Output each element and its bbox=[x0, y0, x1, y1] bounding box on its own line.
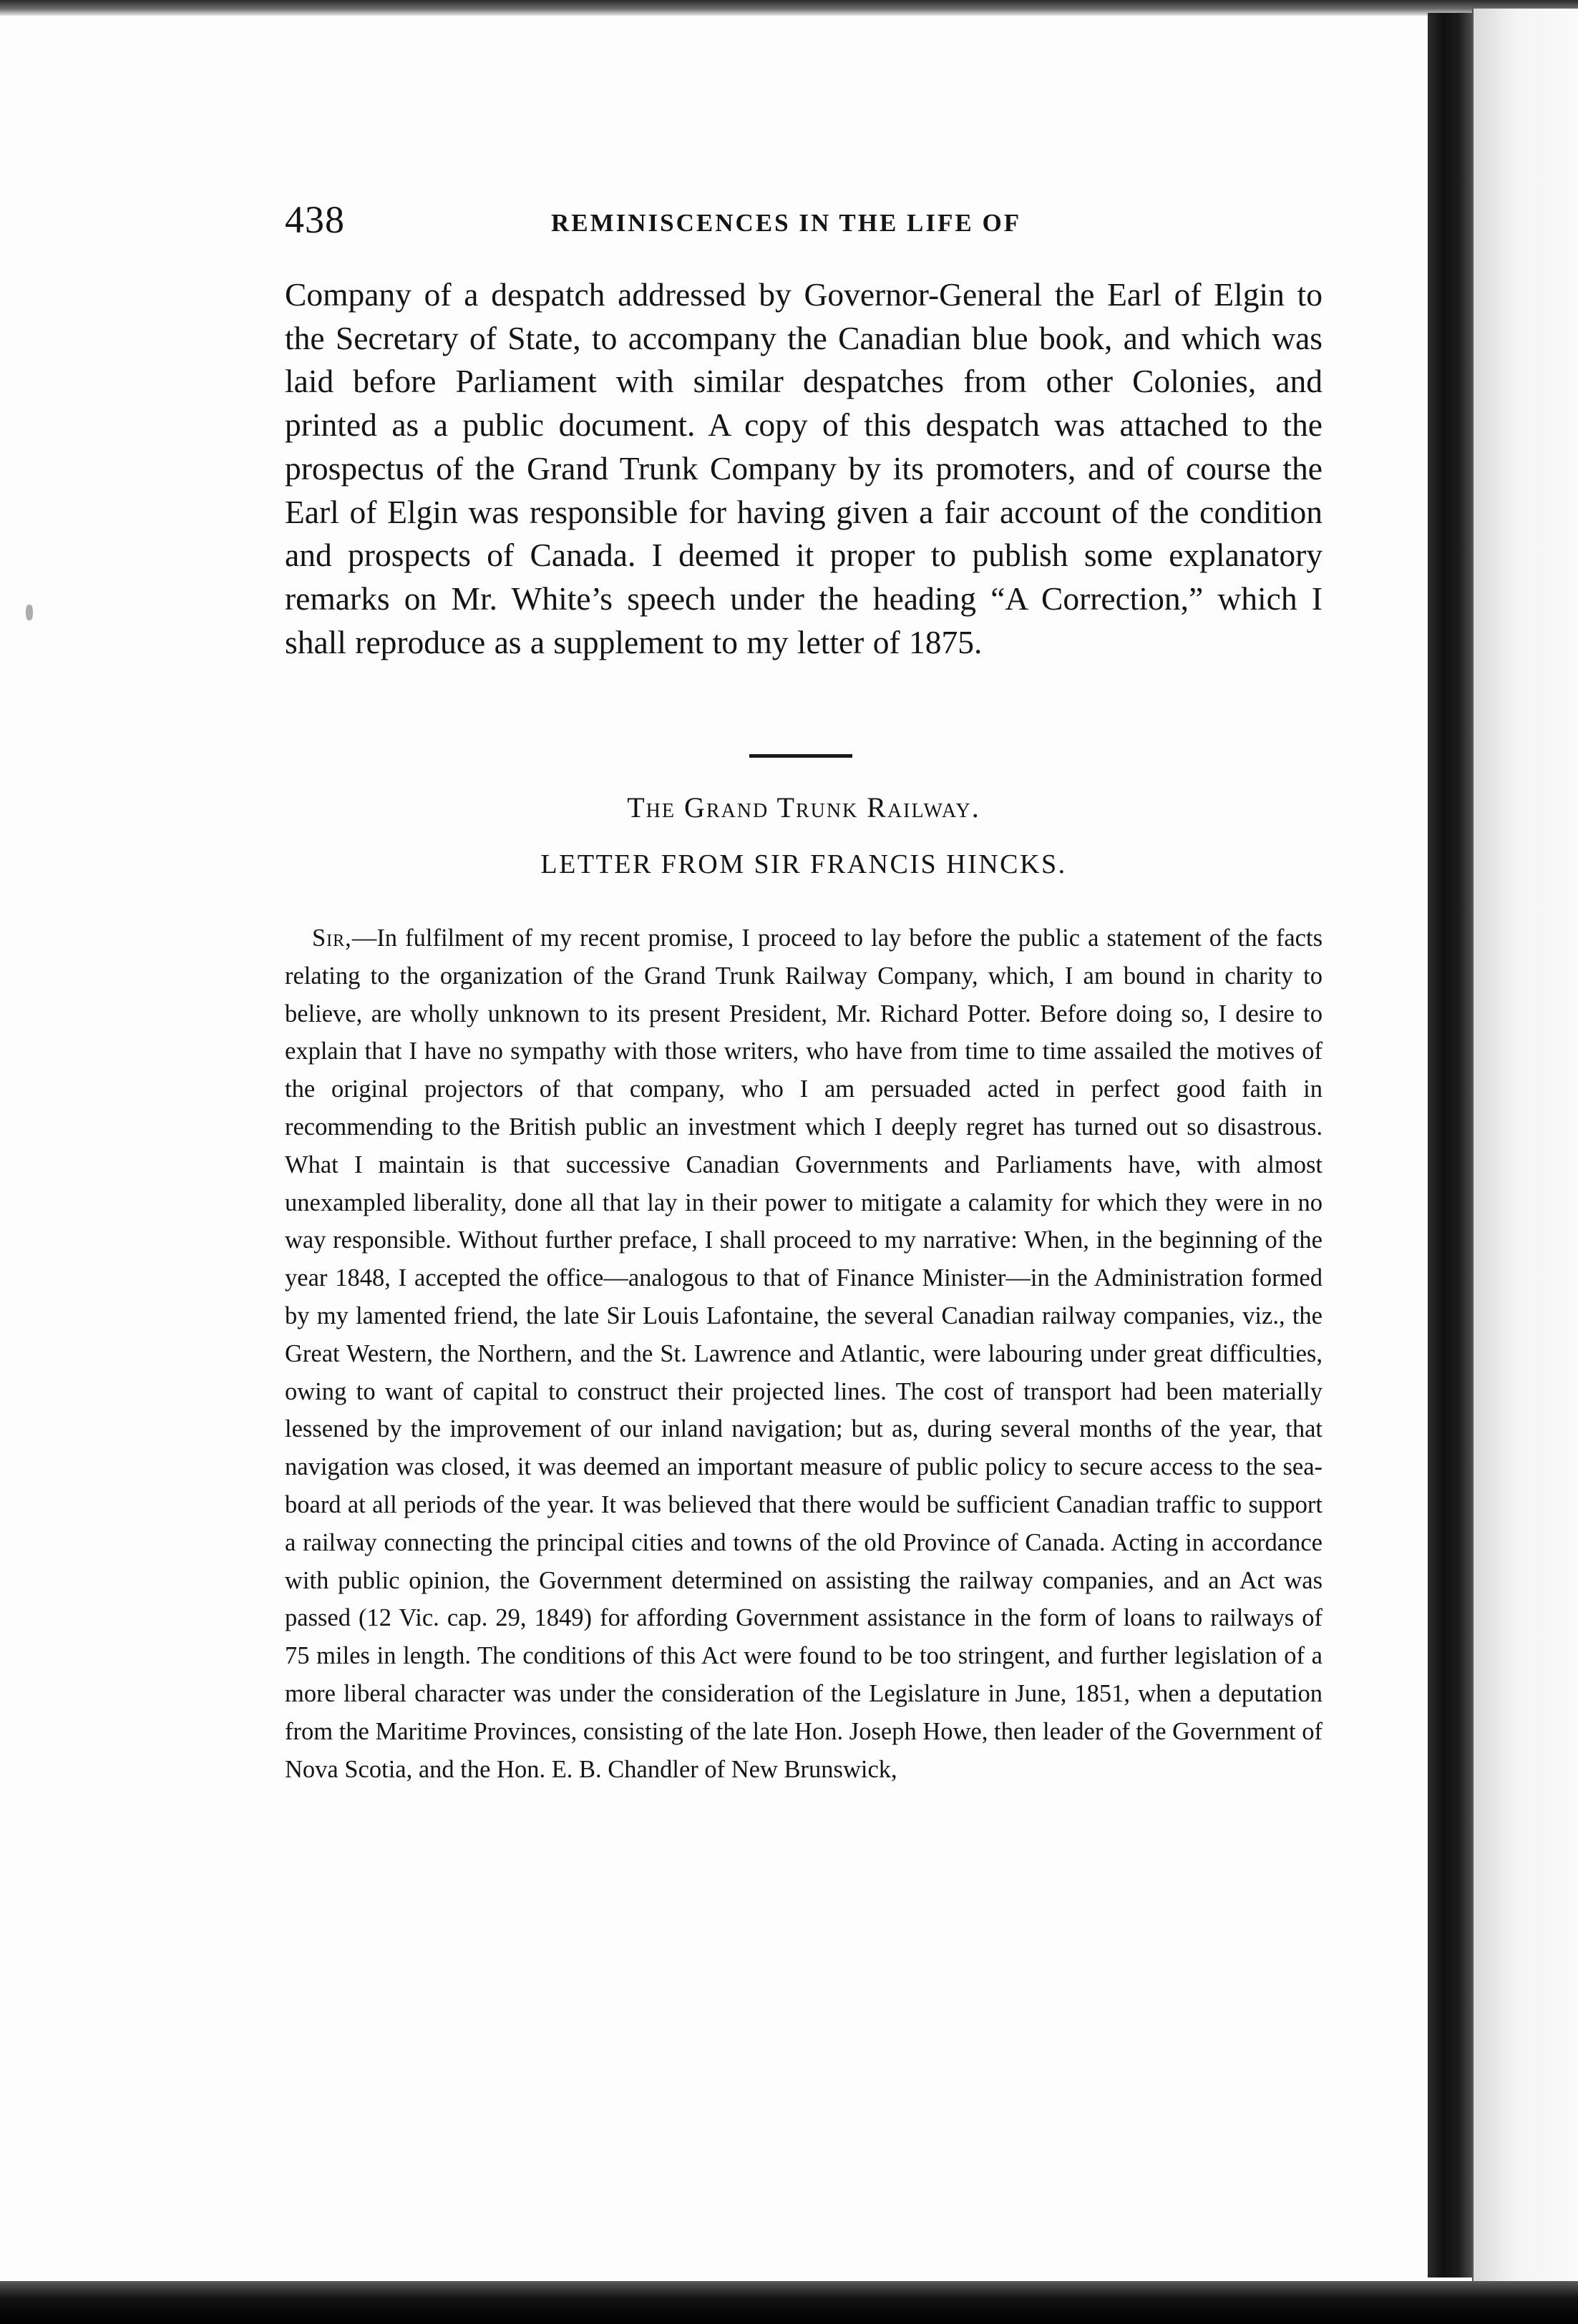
running-head bbox=[285, 193, 1323, 243]
section-divider-rule bbox=[749, 754, 852, 758]
page-number: 438 bbox=[285, 198, 345, 241]
scan-top-edge bbox=[0, 0, 1578, 16]
letter-heading: LETTER FROM SIR FRANCIS HINCKS. bbox=[540, 849, 1067, 879]
facing-page-edge bbox=[1472, 9, 1578, 2284]
running-head-title: REMINISCENCES IN THE LIFE OF bbox=[551, 209, 1022, 237]
section-title: The Grand Trunk Railway. bbox=[627, 791, 980, 824]
letter-text: —In fulfilment of my recent promise, I proceed to lay before the public a statement of the facts relating to the organization of the Grand Trunk Railway Company, which, I am bound in charity to believe, are wholly unknown to its present President, Mr. Richard Potter. Before doing so, I desire to explain that I have no sympathy with those writers, who have from time to time assailed the motives of the original projectors of that company, who I am persuaded acted in perfect good faith in recommending to the British public an investment which I deeply regret has turned out so disastrous. What I maintain is that successive Canadian Governments and Parliaments have, with almost unexampled liberality, done all that lay in their power to mitigate a calamity for which they were in no way responsible. Without further preface, I shall proceed to my narrative: When, in the beginning of the year 1848, I accepted the office—analogous to that of Finance Minister—in the Administration formed by my lamented friend, the late Sir Louis Lafontaine, the several Canadian railway companies, viz., the Great Western, the Northern, and the St. Lawrence and Atlantic, were labouring under great difficulties, owing to want of capital to construct their projected lines. The cost of transport had been materially lessened by the improvement of our inland navigation; but as, during several months of the year, that navigation was closed, it was deemed an important measure of public policy to secure access to the sea-board at all periods of the year. It was believed that there would be sufficient Canadian traffic to support a railway connecting the principal cities and towns of the old Province of Canada. Acting in accordance with public opinion, the Government determined on assisting the railway companies, and an Act was passed (12 Vic. cap. 29, 1849) for affording Government assistance in the form of loans to railways of 75 miles in length. The conditions of this Act were found to be too stringent, and further legislation of a more liberal character was under the consideration of the Legislature in June, 1851, when a deputation from the Maritime Provinces, consisting of the late Hon. Joseph Howe, then leader of the Government of Nova Scotia, and the Hon. E. B. Chandler of New Brunswick, bbox=[285, 924, 1323, 1783]
letter-body bbox=[285, 919, 1323, 1788]
letter-salutation: Sir, bbox=[312, 924, 352, 952]
scan-bottom-edge bbox=[0, 2281, 1578, 2324]
book-gutter-shadow bbox=[1428, 13, 1472, 2277]
intro-paragraph: Company of a despatch addressed by Governor-General the Earl of Elgin to the Secretary of State, to accompany the Canadian blue book, and which was laid before Parliament with similar despatches from other Colonies, and printed as a public document. A copy of this despatch was attached to the prospectus of the Grand Trunk Company by its promoters, and of course the Earl of Elgin was responsible for having given a fair account of the condition and prospects of Canada. I deemed it proper to publish some explanatory remarks on Mr. White’s speech under the heading “A Correction,” which I shall reproduce as a supplement to my letter of 1875. bbox=[285, 276, 1323, 660]
margin-blemish bbox=[26, 605, 33, 620]
